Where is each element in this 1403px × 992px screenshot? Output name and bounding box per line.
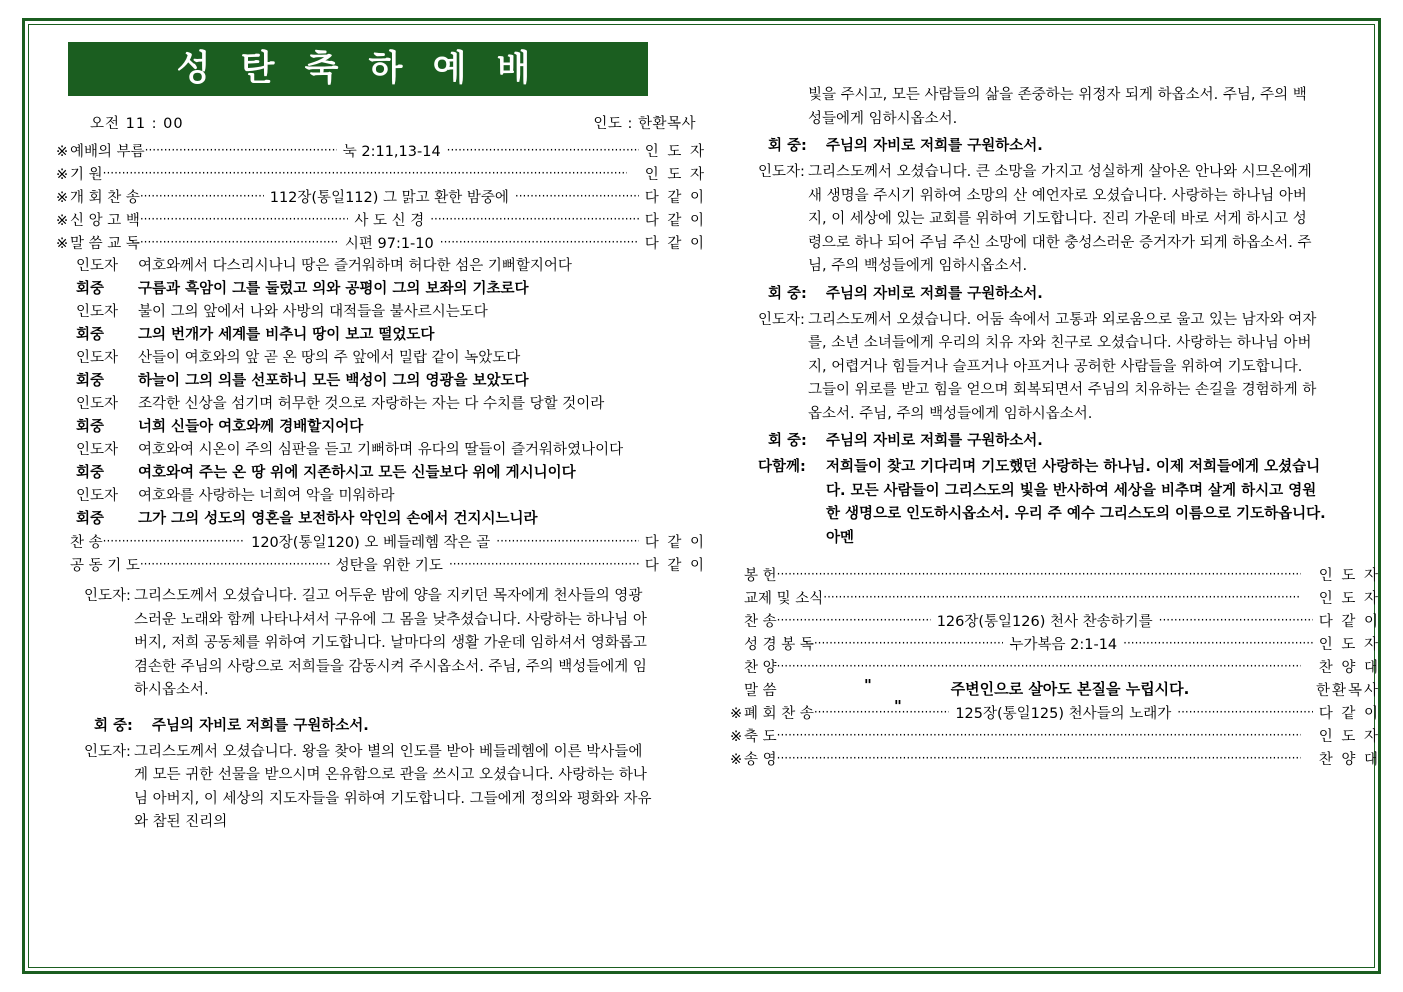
prayer-text: 주님의 자비로 저희를 구원하소서. [826, 433, 1043, 449]
prayer-block-continued [730, 84, 1380, 131]
congregation-response [730, 133, 1380, 159]
sermon-quote-open: " [864, 676, 872, 694]
responsive-text: 그가 그의 성도의 영혼을 보전하사 악인의 손에서 건지시느니라 [138, 511, 538, 527]
responsive-text: 그의 번개가 세계를 비추니 땅이 보고 떨었도다 [138, 327, 435, 343]
order-detail: 사 도 신 경 [354, 213, 425, 229]
responsive-text: 구름과 흑암이 그를 둘렀고 의와 공평이 그의 보좌의 기초로다 [138, 281, 529, 297]
leader-dots [814, 707, 949, 725]
service-header [56, 112, 706, 136]
responsive-speaker: 회중 [76, 281, 105, 297]
responsive-line [56, 462, 706, 485]
order-mark: ※ [730, 752, 743, 768]
order-actor: 다 같 이 [644, 190, 707, 206]
page-title: 성 탄 축 하 예 배 [68, 42, 648, 96]
order-line [730, 633, 1380, 656]
prayer-speaker: 인도자: [84, 743, 131, 760]
order-label: 봉 헌 [744, 568, 777, 584]
prayer-speaker: 회 중: [94, 717, 133, 734]
order-mark: ※ [56, 236, 69, 252]
order-label: 폐 회 찬 송 [744, 706, 814, 722]
responsive-text: 여호와여 주는 온 땅 위에 지존하시고 모든 신들보다 위에 게시니이다 [138, 465, 576, 481]
order-label: 신 앙 고 백 [70, 213, 140, 229]
order-detail: 126장(통일126) 천사 찬송하기를 [936, 614, 1153, 630]
order-actor: 다 같 이 [1318, 706, 1381, 722]
order-actor: 인 도 자 [644, 167, 706, 183]
responsive-speaker: 인도자 [76, 258, 119, 274]
responsive-speaker: 인도자 [76, 396, 119, 412]
leader-dots [140, 237, 339, 255]
leader-dots [777, 615, 931, 633]
order-detail: 성탄을 위한 기도 [335, 558, 443, 574]
leader-dots [515, 191, 639, 209]
order-detail: 125장(통일125) 천사들의 노래가 [955, 706, 1172, 722]
responsive-text: 산들이 여호와의 앞 곧 온 땅의 주 앞에서 밀랍 같이 녹았도다 [138, 350, 521, 366]
leader-dots [140, 191, 264, 209]
order-label: 찬 양 [744, 660, 777, 676]
leader-dots [103, 168, 627, 186]
leader-dots [1123, 638, 1313, 656]
leader-dots [823, 592, 1300, 610]
responsive-speaker: 회중 [76, 327, 105, 343]
leader-dots [140, 214, 349, 232]
prayer-text: 주님의 자비로 저희를 구원하소서. [826, 138, 1043, 154]
prayer-text: 그리스도께서 오셨습니다. 어둠 속에서 고통과 외로움으로 울고 있는 남자와 여자를, 소년 소녀들에게 우리의 치유 자와 친구로 오셨습니다. 사랑하는 하나님 아버지, 어렵거나 힘들거나 슬프거나 아프거나 공허한 사람들을 위하여 기도합니다. 그들이 위로를 받고 힘을 얻으며 회복되면서 주님의 치유하는 손길을 경험하게 하옵소서. 주님, 주의 백성들에게 임하시옵소서. [808, 311, 1317, 422]
order-label: 찬 송 [744, 614, 777, 630]
order-line [730, 656, 1380, 679]
responsive-line [56, 439, 706, 462]
order-label: 말 씀 교 독 [70, 236, 140, 252]
order-actor: 다 같 이 [1318, 614, 1380, 630]
order-actor: 다 같 이 [644, 213, 706, 229]
prayer-text: 주님의 자비로 저희를 구원하소서. [826, 285, 1043, 302]
order-actor: 다 같 이 [644, 558, 707, 574]
responsive-text: 여호와께서 다스리시나니 땅은 즐거워하며 허다한 섬은 기뻐할지어다 [138, 258, 572, 274]
congregation-response [56, 713, 706, 739]
leader-dots [103, 536, 245, 554]
leader-dots [447, 145, 639, 163]
responsive-speaker: 회중 [76, 373, 105, 389]
order-line [730, 587, 1380, 610]
order-mark: ※ [730, 729, 743, 745]
order-line [56, 554, 706, 577]
prayer-speaker: 다함께: [758, 459, 806, 475]
order-label: 예배의 부름 [70, 144, 145, 160]
sermon-title: 주변인으로 살아도 본질을 누립시다. [950, 680, 1190, 698]
order-detail: 눅 2:11,13-14 [342, 144, 441, 160]
order-actor: 인 도 자 [1318, 637, 1381, 653]
order-actor: 한환목사 [1315, 683, 1380, 699]
order-actor: 찬 양 대 [1318, 660, 1380, 676]
leader-dots [777, 661, 1301, 679]
order-detail: 누가복음 2:1-14 [1009, 637, 1118, 653]
leader-dots [1177, 707, 1312, 725]
congregation-response [730, 281, 1380, 307]
responsive-text: 불이 그의 앞에서 나와 사방의 대적들을 불사르시는도다 [138, 304, 488, 320]
service-leader: 인도 : 한환목사 [593, 116, 696, 132]
order-label: 찬 송 [70, 535, 103, 551]
sermon-quote-close: " [894, 697, 902, 715]
prayer-text: 저희들이 찾고 기다리며 기도했던 사랑하는 하나님. 이제 저희들에게 오셨습니다. 모든 사람들이 그리스도의 빛을 반사하여 세상을 비추며 살게 하시고 영원한 생명으로 인도하시옵소서. 우리 주 예수 그리스도의 이름으로 기도하옵니다. 아멘 [826, 459, 1326, 546]
prayer-text: 그리스도께서 오셨습니다. 왕을 찾아 별의 인도를 받아 베들레헴에 이른 박사들에게 모든 귀한 선물을 받으시며 온유함으로 관을 쓰시고 오셨습니다. 사랑하는 하나님 아버지, 이 세상의 지도자들을 위하여 기도합니다. 그들에게 정의와 평화와 자유와 참된 진리의 [134, 743, 652, 830]
order-mark: ※ [56, 144, 69, 160]
left-column [56, 112, 706, 835]
order-label: 말 씀 [744, 683, 777, 699]
responsive-speaker: 인도자 [76, 304, 119, 320]
leader-dots [777, 730, 1301, 748]
order-actor: 인 도 자 [1318, 568, 1380, 584]
prayer-speaker: 회 중: [768, 285, 807, 302]
leader-dots [814, 638, 1004, 656]
prayer-speaker: 인도자: [758, 164, 805, 180]
leader-dots [777, 569, 1301, 587]
order-line [56, 163, 706, 186]
responsive-line [56, 278, 706, 301]
prayer-block [56, 585, 706, 703]
prayer-text: 주님의 자비로 저희를 구원하소서. [152, 717, 369, 734]
order-line [730, 610, 1380, 633]
order-actor: 다 같 이 [644, 535, 706, 551]
order-actor: 찬 양 대 [1318, 752, 1380, 768]
responsive-text: 조각한 신상을 섬기며 허무한 것으로 자랑하는 자는 다 수치를 당할 것이라 [138, 396, 605, 412]
order-line [56, 186, 706, 209]
prayer-block [730, 161, 1380, 279]
order-line [56, 209, 706, 232]
leader-dots [449, 559, 639, 577]
order-line [730, 748, 1380, 771]
responsive-line [56, 416, 706, 439]
leader-dots [140, 559, 330, 577]
prayer-block [56, 741, 706, 835]
responsive-line [56, 301, 706, 324]
responsive-line [56, 508, 706, 531]
responsive-speaker: 회중 [76, 465, 105, 481]
responsive-text: 하늘이 그의 의를 선포하니 모든 백성이 그의 영광을 보았도다 [138, 373, 529, 389]
responsive-speaker: 회중 [76, 419, 105, 435]
order-mark: ※ [56, 190, 69, 206]
prayer-text: 그리스도께서 오셨습니다. 큰 소망을 가지고 성실하게 살아온 안나와 시므온에게 새 생명을 주시기 위하여 소망의 산 예언자로 오셨습니다. 사랑하는 하나님 아버지, 이 세상에 있는 교회를 위하여 기도합니다. 진리 가운데 바로 서게 하시고 성령으로 하나 되어 주님 주신 소망에 대한 충성스러운 증거자가 되게 하옵소서. 주님, 주의 백성들에게 임하시옵소서. [808, 164, 1312, 274]
leader-dots [430, 214, 639, 232]
prayer-text: 빛을 주시고, 모든 사람들의 삶을 존중하는 위정자 되게 하옵소서. 주님, 주의 백성들에게 임하시옵소서. [808, 87, 1307, 127]
order-actor: 인 도 자 [1318, 591, 1380, 607]
prayer-block [730, 309, 1380, 427]
order-label: 성 경 봉 독 [744, 637, 814, 653]
order-mark: ※ [730, 706, 743, 722]
responsive-text: 여호와를 사랑하는 너희여 악을 미워하라 [138, 488, 395, 504]
order-line [56, 232, 706, 255]
responsive-text: 너희 신들아 여호와께 경배할지어다 [138, 419, 364, 435]
order-actor: 인 도 자 [1318, 729, 1380, 745]
responsive-speaker: 인도자 [76, 350, 119, 366]
leader-dots [440, 237, 639, 255]
responsive-speaker: 인도자 [76, 488, 119, 504]
order-line [56, 531, 706, 554]
responsive-speaker: 인도자 [76, 442, 119, 458]
order-mark: ※ [56, 213, 69, 229]
order-line [730, 725, 1380, 748]
prayer-speaker: 인도자: [758, 311, 805, 328]
responsive-text: 여호와여 시온이 주의 심판을 듣고 기뻐하며 유다의 딸들이 즐거워하였나이다 [138, 442, 624, 458]
responsive-line [56, 347, 706, 370]
order-label: 개 회 찬 송 [70, 190, 140, 206]
leader-dots [1159, 615, 1313, 633]
responsive-line [56, 370, 706, 393]
responsive-line [56, 393, 706, 416]
service-time: 오전 11 : 00 [90, 116, 184, 132]
leader-dots [145, 145, 337, 163]
bulletin-content [40, 34, 1381, 958]
responsive-line [56, 324, 706, 347]
order-detail: 시편 97:1-10 [344, 236, 434, 252]
order-line [56, 140, 706, 163]
order-line [730, 702, 1380, 725]
unison-prayer [730, 456, 1380, 550]
order-label: 교제 및 소식 [744, 591, 824, 607]
responsive-line [56, 255, 706, 278]
prayer-speaker: 회 중: [768, 138, 807, 154]
order-detail: 120장(통일120) 오 베들레헴 작은 골 [251, 535, 491, 551]
responsive-line [56, 485, 706, 508]
leader-dots [496, 536, 638, 554]
prayer-speaker: 인도자: [84, 588, 131, 604]
order-line [730, 564, 1380, 587]
order-label: 축 도 [744, 729, 777, 745]
order-actor: 다 같 이 [644, 236, 707, 252]
prayer-speaker: 회 중: [768, 433, 807, 449]
order-actor: 인 도 자 [644, 144, 707, 160]
prayer-text: 그리스도께서 오셨습니다. 길고 어두운 밤에 양을 지키던 목자에게 천사들의 영광스러운 노래와 함께 나타나셔서 구유에 그 몸을 낮추셨습니다. 사랑하는 하나님 아버지, 저희 공동체를 위하여 기도합니다. 날마다의 생활 가운데 임하셔서 영화롭고 겸손한 주님의 사랑으로 저희들을 감동시켜 주시옵소서. 주님, 주의 백성들에게 임하시옵소서. [134, 588, 647, 698]
order-label: 공 동 기 도 [70, 558, 140, 574]
right-column [730, 84, 1380, 771]
leader-dots [777, 753, 1301, 771]
congregation-response [730, 428, 1380, 454]
order-label: 송 영 [744, 752, 777, 768]
order-mark: ※ [56, 167, 69, 183]
order-label: 기 원 [70, 167, 103, 183]
order-detail: 112장(통일112) 그 맑고 환한 밤중에 [269, 190, 509, 206]
responsive-speaker: 회중 [76, 511, 105, 527]
